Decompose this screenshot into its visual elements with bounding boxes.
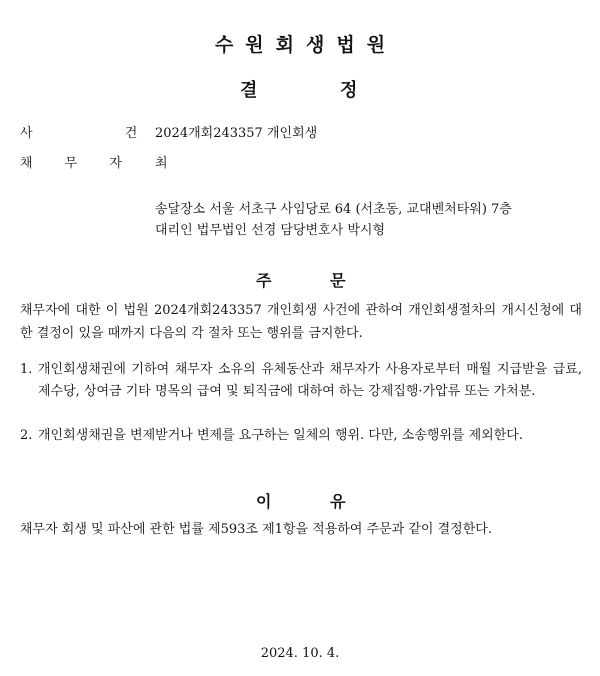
case-value: 2024개회243357 개인회생 bbox=[155, 126, 318, 141]
case-label: 사 건 bbox=[20, 126, 182, 141]
order-item-1-number: 1. bbox=[20, 362, 33, 377]
reason-paragraph: 채무자 회생 및 파산에 관한 법률 제593조 제1항을 적용하여 주문과 같이 결정한다. bbox=[20, 522, 492, 537]
debtor-value: 최 bbox=[155, 156, 168, 171]
reason-title-first-char: 이 bbox=[256, 492, 272, 511]
reason-title-second-char: 유 bbox=[330, 492, 346, 511]
service-address: 송달장소 서울 서초구 사임당로 64 (서초동, 교대벤처타워) 7층 bbox=[155, 202, 512, 217]
order-item-2-number: 2. bbox=[20, 428, 33, 443]
order-paragraph: 채무자에 대한 이 법원 2024개회243357 개인회생 사건에 관하여 개인회생절차의 개시신청에 대한 결정이 있을 때까지 다음의 각 절차 또는 행위를 금지한다. bbox=[20, 303, 582, 341]
doc-title-second-char: 정 bbox=[340, 80, 358, 101]
decision-date: 2024. 10. 4. bbox=[260, 646, 340, 661]
order-title-second-char: 문 bbox=[330, 271, 346, 290]
order-item-1-text: 개인회생채권에 기하여 채무자 소유의 유체동산과 채무자가 사용자로부터 매월 지급받을 급료, 제수당, 상여금 기타 명목의 급여 및 퇴직금에 대하여 하는 강제집행·가압류 또는 가처분. bbox=[38, 362, 582, 399]
order-item-1 bbox=[20, 359, 582, 403]
doc-title-first-char: 결 bbox=[240, 80, 258, 101]
order-item-2-text: 개인회생채권을 변제받거나 변제를 요구하는 일체의 행위. 다만, 소송행위를 제외한다. bbox=[38, 428, 523, 443]
debtor-label: 채 무 자 bbox=[20, 156, 136, 171]
order-item-2 bbox=[20, 425, 582, 447]
order-title-first-char: 주 bbox=[256, 271, 272, 290]
court-name: 수원회생법원 bbox=[214, 34, 398, 56]
legal-agent: 대리인 법무법인 선경 담당변호사 박시형 bbox=[155, 223, 386, 238]
